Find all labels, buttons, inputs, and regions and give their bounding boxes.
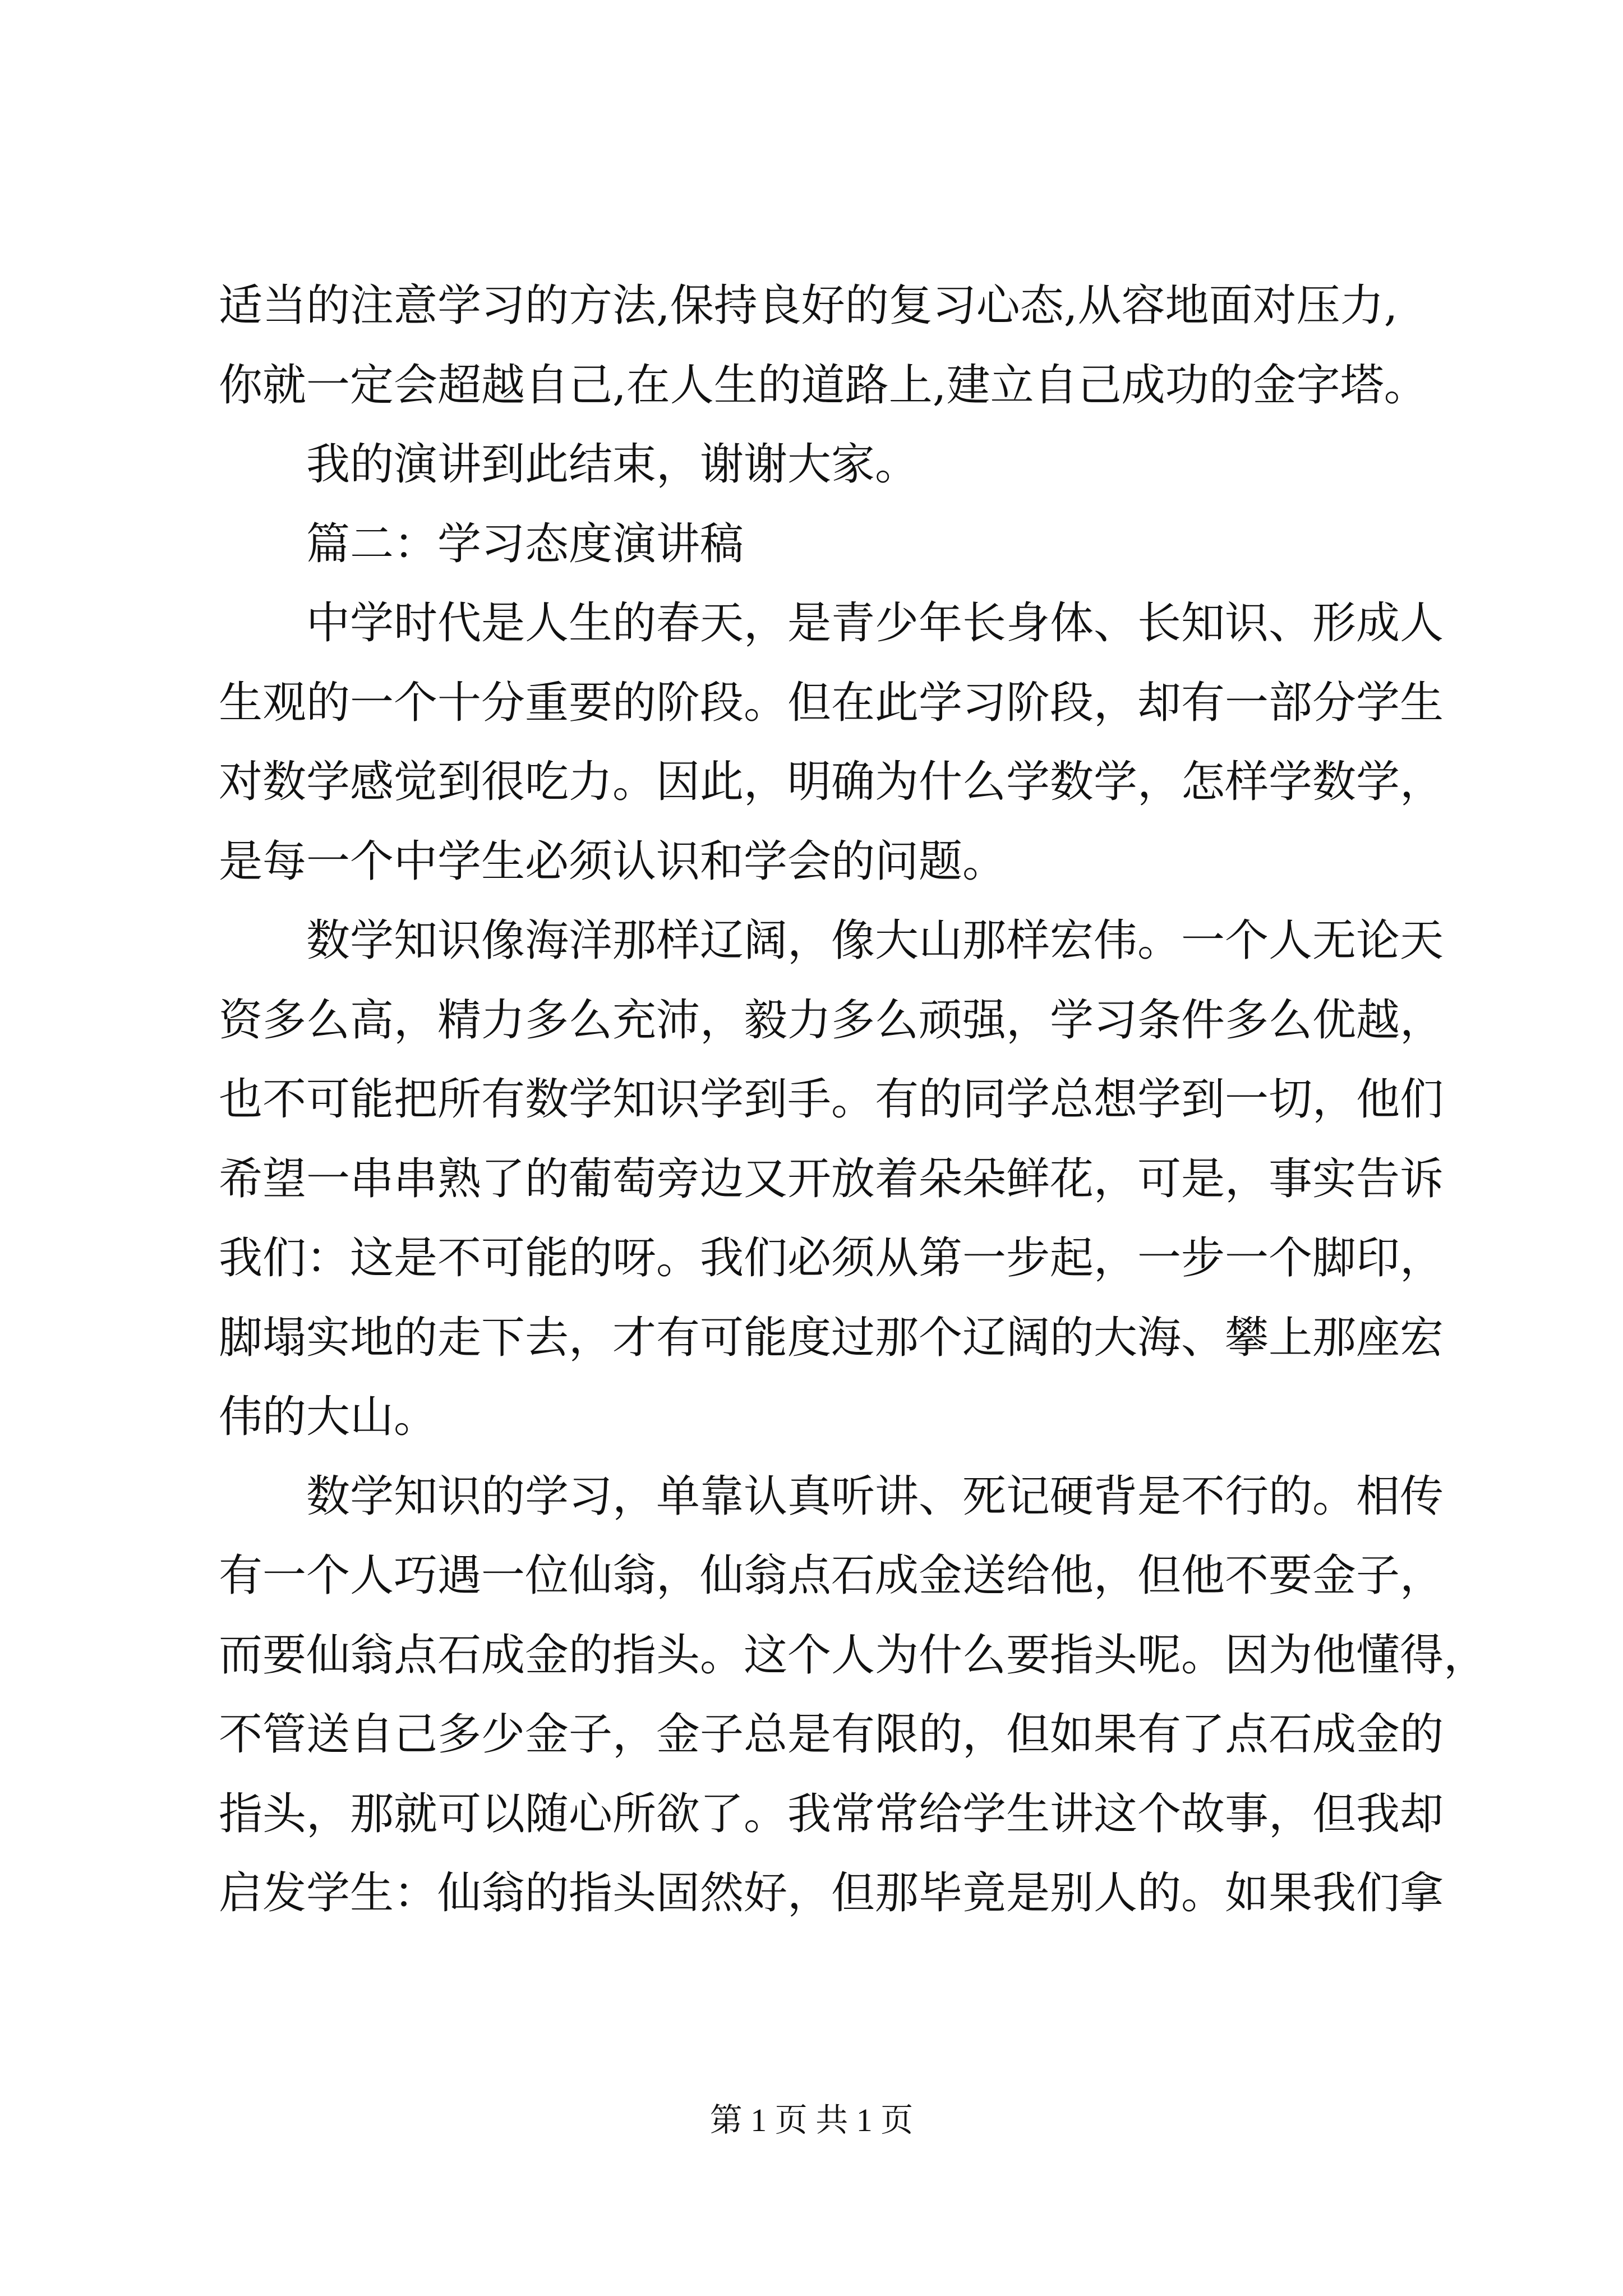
text-line-15: 伟的大山。 bbox=[219, 1392, 438, 1442]
page-footer: 第 1 页 共 1 页 bbox=[709, 2102, 914, 2138]
text-line-12: 希望一串串熟了的葡萄旁边又开放着朵朵鲜花，可是，事实告诉 bbox=[219, 1153, 1444, 1204]
text-line-8: 是每一个中学生必须认识和学会的问题。 bbox=[219, 836, 1007, 887]
text-line-18: 而要仙翁点石成金的指头。这个人为什么要指头呢。因为他懂得， bbox=[219, 1630, 1488, 1681]
text-line-9: 数学知识像海洋那样辽阔，像大山那样宏伟。一个人无论天 bbox=[306, 915, 1444, 966]
text-line-6: 生观的一个十分重要的阶段。但在此学习阶段，却有一部分学生 bbox=[219, 677, 1444, 728]
text-line-10: 资多么高，精力多么充沛，毅力多么顽强，学习条件多么优越， bbox=[219, 995, 1444, 1046]
text-line-7: 对数学感觉到很吃力。因此，明确为什么学数学，怎样学数学， bbox=[219, 757, 1444, 807]
text-line-1: 适当的注意学习的方法,保持良好的复习心态,从容地面对压力, bbox=[219, 280, 1398, 331]
text-line-17: 有一个人巧遇一位仙翁，仙翁点石成金送给他，但他不要金子， bbox=[219, 1550, 1444, 1601]
text-line-19: 不管送自己多少金子，金子总是有限的，但如果有了点石成金的 bbox=[219, 1709, 1444, 1760]
closing-line: 我的演讲到此结束，谢谢大家。 bbox=[306, 439, 919, 490]
text-line-16: 数学知识的学习，单靠认真听讲、死记硬背是不行的。相传 bbox=[306, 1471, 1444, 1522]
text-line-20: 指头，那就可以随心所欲了。我常常给学生讲这个故事，但我却 bbox=[219, 1788, 1444, 1839]
text-line-21: 启发学生：仙翁的指头固然好，但那毕竟是别人的。如果我们拿 bbox=[219, 1868, 1444, 1918]
text-line-14: 脚塌实地的走下去，才有可能度过那个辽阔的大海、攀上那座宏 bbox=[219, 1312, 1444, 1363]
section-heading: 篇二：学习态度演讲稿 bbox=[306, 518, 744, 569]
text-line-2: 你就一定会超越自己,在人生的道路上,建立自己成功的金字塔。 bbox=[219, 360, 1428, 411]
document-body bbox=[219, 266, 1488, 1934]
text-line-11: 也不可能把所有数学知识学到手。有的同学总想学到一切，他们 bbox=[219, 1074, 1444, 1125]
text-line-13: 我们：这是不可能的呀。我们必须从第一步起，一步一个脚印， bbox=[219, 1233, 1444, 1283]
text-line-5: 中学时代是人生的春天，是青少年长身体、长知识、形成人 bbox=[306, 598, 1444, 648]
